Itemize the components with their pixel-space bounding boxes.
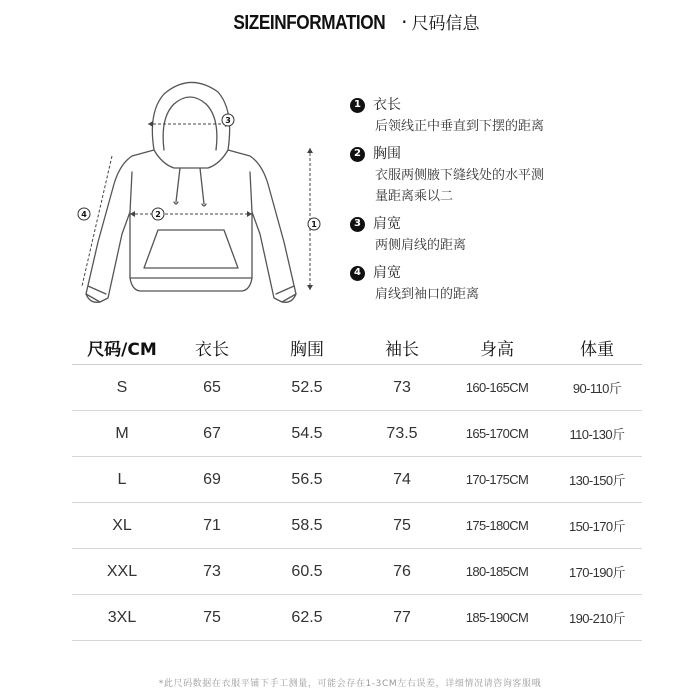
cell-weight: 170-190斤 xyxy=(552,549,642,595)
column-header-sleeve: 袖长 xyxy=(385,339,419,360)
measurement-footnote: *此尺码数据在衣服平铺下手工测量，可能会存在1-3CM左右误差，详细情况请咨询客服哦 xyxy=(158,679,542,689)
cell-sleeve: 75 xyxy=(362,503,442,549)
measurement-desc: 量距离乘以二 xyxy=(375,189,454,204)
cell-sleeve: 73.5 xyxy=(362,411,442,457)
cell-length: 71 xyxy=(172,503,252,549)
cell-height: 165-170CM xyxy=(442,411,552,457)
cell-weight: 110-130斤 xyxy=(552,411,642,457)
title-english: SIZEINFORMATION xyxy=(232,12,385,34)
hoodie-pocket xyxy=(144,230,238,268)
cell-size: S xyxy=(72,365,172,411)
cell-weight: 150-170斤 xyxy=(552,503,642,549)
cell-height: 175-180CM xyxy=(442,503,552,549)
cell-weight: 90-110斤 xyxy=(552,365,642,411)
cell-chest: 62.5 xyxy=(252,595,362,641)
number-badge-2: 2 xyxy=(350,147,365,162)
cell-height: 170-175CM xyxy=(442,457,552,503)
measurement-name: 肩宽 xyxy=(373,216,401,232)
cell-chest: 60.5 xyxy=(252,549,362,595)
table-row xyxy=(72,549,642,595)
number-badge-1: 1 xyxy=(350,98,365,113)
cell-weight: 190-210斤 xyxy=(552,595,642,641)
number-badge-3: 3 xyxy=(350,217,365,232)
hoodie-illustration xyxy=(62,72,352,322)
cell-chest: 52.5 xyxy=(252,365,362,411)
measure-line-4 xyxy=(82,156,112,286)
table-row xyxy=(72,595,642,641)
svg-text:4: 4 xyxy=(81,210,87,219)
cell-size: L xyxy=(72,457,172,503)
measurement-item-1 xyxy=(350,94,660,137)
title-chinese: 尺码信息 xyxy=(411,14,480,34)
column-header-weight: 体重 xyxy=(580,339,614,360)
measurement-name: 衣长 xyxy=(373,97,401,113)
measurement-name: 肩宽 xyxy=(373,265,401,281)
table-row xyxy=(72,365,642,411)
cell-length: 75 xyxy=(172,595,252,641)
cell-size: M xyxy=(72,411,172,457)
cell-sleeve: 73 xyxy=(362,365,442,411)
measurement-item-4 xyxy=(350,262,660,305)
cell-sleeve: 76 xyxy=(362,549,442,595)
column-header-length: 衣长 xyxy=(195,339,229,360)
number-badge-4: 4 xyxy=(350,266,365,281)
measurement-desc: 两侧肩线的距离 xyxy=(375,238,467,253)
column-header-size: 尺码/CM xyxy=(87,339,157,360)
measurement-legend xyxy=(350,94,660,311)
title-separator: · xyxy=(401,10,408,34)
cell-sleeve: 77 xyxy=(362,595,442,641)
table-header-row xyxy=(72,330,642,365)
cell-height: 180-185CM xyxy=(442,549,552,595)
measurement-item-2 xyxy=(350,143,660,207)
cell-chest: 58.5 xyxy=(252,503,362,549)
measurement-desc: 后领线正中垂直到下摆的距离 xyxy=(375,119,545,134)
cell-length: 65 xyxy=(172,365,252,411)
column-header-chest: 胸围 xyxy=(290,339,324,360)
hoodie-measurement-diagram xyxy=(62,72,352,322)
cell-height: 185-190CM xyxy=(442,595,552,641)
measurement-name: 胸围 xyxy=(373,146,401,162)
cell-size: XL xyxy=(72,503,172,549)
svg-text:3: 3 xyxy=(225,116,231,125)
table-row xyxy=(72,503,642,549)
cell-length: 69 xyxy=(172,457,252,503)
hoodie-body xyxy=(86,150,296,302)
cell-weight: 130-150斤 xyxy=(552,457,642,503)
svg-text:1: 1 xyxy=(311,220,317,229)
cell-length: 73 xyxy=(172,549,252,595)
cell-height: 160-165CM xyxy=(442,365,552,411)
measurement-desc: 衣服两侧腋下缝线处的水平测 xyxy=(375,168,545,183)
size-table xyxy=(72,330,642,641)
cell-sleeve: 74 xyxy=(362,457,442,503)
cell-size: XXL xyxy=(72,549,172,595)
column-header-height: 身高 xyxy=(480,339,514,360)
cell-chest: 56.5 xyxy=(252,457,362,503)
cell-chest: 54.5 xyxy=(252,411,362,457)
cell-size: 3XL xyxy=(72,595,172,641)
table-row xyxy=(72,457,642,503)
page-header xyxy=(0,10,700,36)
cell-length: 67 xyxy=(172,411,252,457)
table-row xyxy=(72,411,642,457)
svg-text:2: 2 xyxy=(155,210,161,219)
measurement-item-3 xyxy=(350,213,660,256)
measurement-desc: 肩线到袖口的距离 xyxy=(375,287,480,302)
